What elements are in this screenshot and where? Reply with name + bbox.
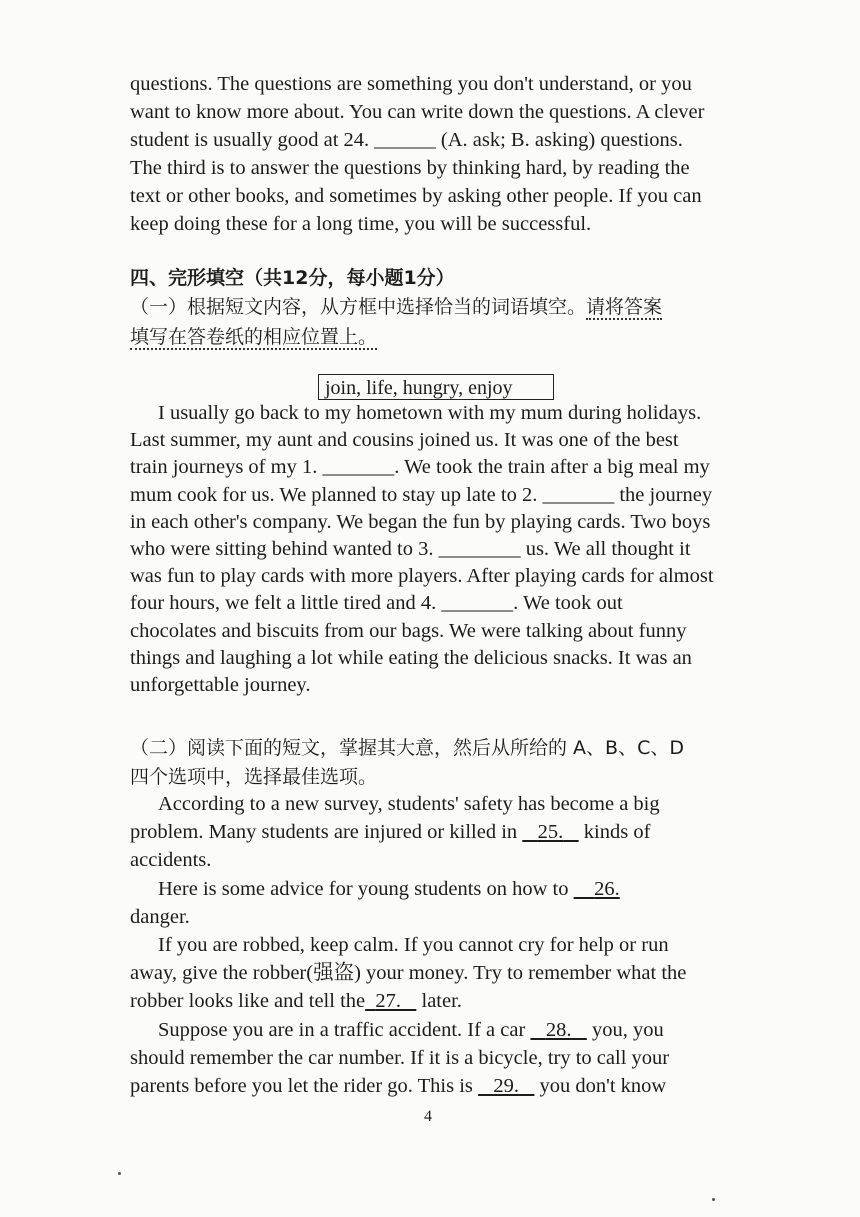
cloze-paragraph <box>130 400 754 699</box>
word-bank-box: join, life, hungry, enjoy <box>318 374 554 400</box>
text-line: four hours, we felt a little tired and 4. _______. We took out <box>130 592 623 615</box>
line-text: parents before you let the rider go. This is <box>130 1075 473 1098</box>
instruction-emphasis: 填写在答卷纸的相应位置上。 <box>130 326 378 348</box>
text-line: text or other books, and sometimes by asking other people. If you can <box>130 185 702 207</box>
answer-blank[interactable]: 27. <box>375 990 401 1013</box>
text-line: danger. <box>130 905 190 928</box>
text-line: keep doing these for a long time, you will be successful. <box>130 213 592 235</box>
scan-speck <box>712 1198 715 1201</box>
text-line: If you are robbed, keep calm. If you cannot cry for help or run <box>158 934 669 957</box>
text-line <box>130 1016 754 1044</box>
line-text: kinds of <box>583 821 651 844</box>
text-line: things and laughing a lot while eating the delicious snacks. It was an <box>130 646 692 669</box>
text-line: accidents. <box>130 849 212 872</box>
text-line <box>130 875 754 903</box>
text-line: in each other's company. We began the fun by playing cards. Two boys <box>130 510 711 533</box>
line-text: Here is some advice for young students on how to <box>158 877 569 900</box>
page-number: 4 <box>424 1108 432 1125</box>
top-paragraph <box>130 70 754 238</box>
text-line: I usually go back to my hometown with my mum during holidays. <box>158 402 702 424</box>
text-line <box>130 818 754 846</box>
text-line: want to know more about. You can write down the questions. A clever <box>130 101 705 123</box>
text-line: unforgettable journey. <box>130 674 311 697</box>
text-line: should remember the car number. If it is a bicycle, try to call your <box>130 1046 670 1069</box>
scan-speck <box>118 1172 121 1175</box>
text-line: mum cook for us. We planned to stay up late to 2. _______ the journey <box>130 483 713 506</box>
section-heading: 四、完形填空（共12分，每小题1分） <box>130 267 455 289</box>
line-text: later. <box>421 990 462 1013</box>
line-text: robber looks like and tell the <box>130 990 366 1013</box>
text-line: away, give the robber(强盗) your money. Try to remember what the <box>130 962 687 985</box>
text-line: train journeys of my 1. _______. We took the train after a big meal my <box>130 456 710 479</box>
line-text: problem. Many students are injured or killed in <box>130 821 518 844</box>
text-line: who were sitting behind wanted to 3. ________ us. We all thought it <box>130 538 691 561</box>
line-text: you, you <box>591 1018 664 1041</box>
text-line: Last summer, my aunt and cousins joined us. It was one of the best <box>130 429 679 452</box>
instruction-text: （一）根据短文内容，从方框中选择恰当的词语填空。 <box>130 296 587 318</box>
section-instruction-line2 <box>130 322 770 352</box>
section-instruction-line1 <box>130 292 770 322</box>
answer-blank[interactable]: 25. <box>537 821 564 844</box>
part2-instruction-line1: （二）阅读下面的短文，掌握其大意，然后从所给的 A、B、C、D <box>130 737 684 759</box>
text-line: The third is to answer the questions by thinking hard, by reading the <box>130 157 690 179</box>
text-line: was fun to play cards with more players. After playing cards for almost <box>130 565 714 588</box>
line-text: Suppose you are in a traffic accident. If a car <box>158 1018 526 1041</box>
text-line: According to a new survey, students' safety has become a big <box>158 793 660 815</box>
text-line <box>130 1072 754 1100</box>
instruction-emphasis: 请将答案 <box>586 296 663 318</box>
text-line: student is usually good at 24. ______ (A. ask; B. asking) questions. <box>130 129 683 151</box>
text-line <box>130 987 754 1015</box>
reading-passage <box>130 790 754 1100</box>
answer-blank[interactable]: 28. <box>545 1018 572 1041</box>
part2-instruction-line2: 四个选项中，选择最佳选项。 <box>130 766 378 788</box>
text-line: chocolates and biscuits from our bags. We were talking about funny <box>130 619 687 642</box>
text-line: questions. The questions are something you don't understand, or you <box>130 73 692 95</box>
answer-blank[interactable]: 26. <box>594 877 620 900</box>
answer-blank[interactable]: 29. <box>493 1075 520 1098</box>
line-text: you don't know <box>539 1075 667 1098</box>
